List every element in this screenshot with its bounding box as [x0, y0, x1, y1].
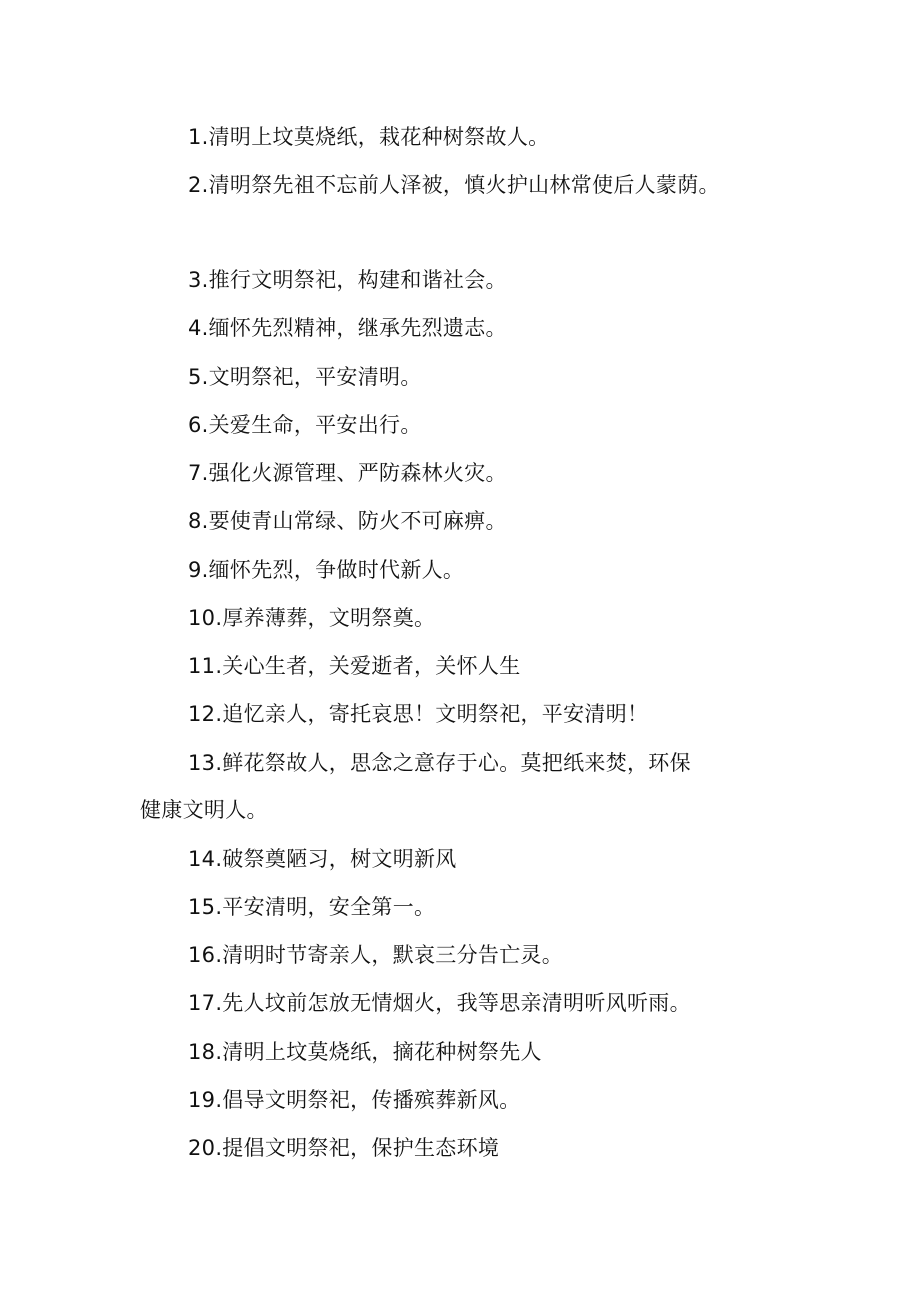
slogan-item-10: 10.厚养薄葬，文明祭奠。 — [188, 606, 436, 630]
slogan-item-6: 6.关爱生命，平安出行。 — [188, 413, 422, 437]
slogan-item-1: 1.清明上坟莫烧纸，栽花种树祭故人。 — [188, 125, 550, 149]
slogan-item-19: 19.倡导文明祭祀，传播殡葬新风。 — [188, 1088, 521, 1112]
slogan-item-16: 16.清明时节寄亲人，默哀三分告亡灵。 — [188, 943, 564, 967]
slogan-item-9: 9.缅怀先烈，争做时代新人。 — [188, 558, 465, 582]
slogan-item-11: 11.关心生者，关爱逝者，关怀人生 — [188, 654, 521, 678]
slogan-item-15: 15.平安清明，安全第一。 — [188, 895, 436, 919]
slogan-item-8: 8.要使青山常绿、防火不可麻痹。 — [188, 509, 507, 533]
slogan-item-4: 4.缅怀先烈精神，继承先烈遗志。 — [188, 316, 507, 340]
slogan-item-13: 13.鲜花祭故人，思念之意存于心。莫把纸来焚，环保 — [188, 751, 691, 775]
slogan-item-7: 7.强化火源管理、严防森林火灾。 — [188, 461, 507, 485]
slogan-item-3: 3.推行文明祭祀，构建和谐社会。 — [188, 268, 507, 292]
slogan-item-20: 20.提倡文明祭祀，保护生态环境 — [188, 1136, 500, 1160]
slogan-item-14: 14.破祭奠陋习，树文明新风 — [188, 847, 457, 871]
slogan-item-5: 5.文明祭祀，平安清明。 — [188, 365, 422, 389]
slogan-item-17: 17.先人坟前怎放无情烟火，我等思亲清明听风听雨。 — [188, 991, 691, 1015]
slogan-item-12: 12.追忆亲人，寄托哀思！文明祭祀，平安清明！ — [188, 702, 649, 726]
slogan-item-18: 18.清明上坟莫烧纸，摘花种树祭先人 — [188, 1040, 542, 1064]
slogan-item-2: 2.清明祭先祖不忘前人泽被，慎火护山林常使后人蒙荫。 — [188, 173, 720, 197]
slogan-item-13-continuation: 健康文明人。 — [140, 798, 268, 822]
